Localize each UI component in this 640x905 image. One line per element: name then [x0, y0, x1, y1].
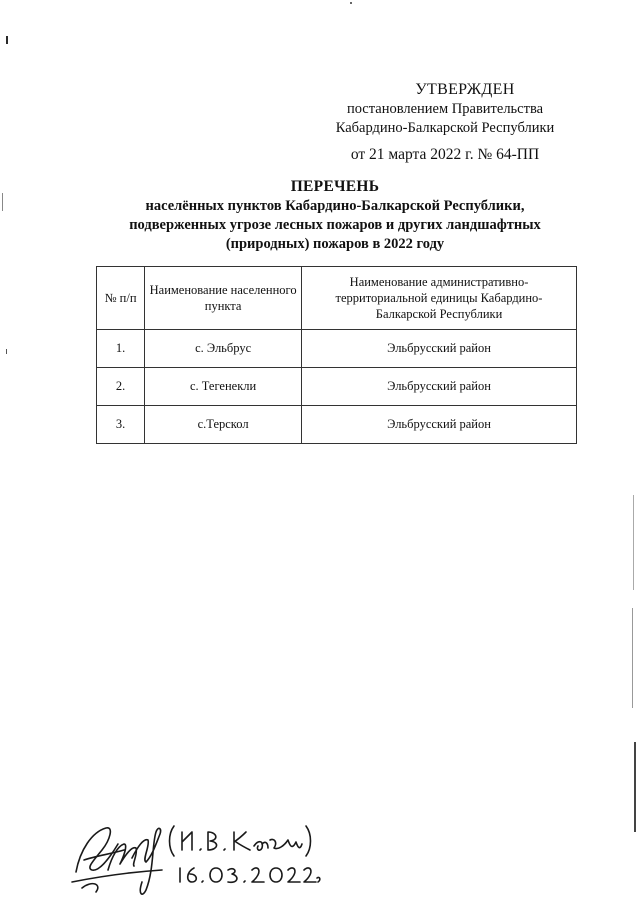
table-row	[97, 368, 577, 406]
title-line-2: подверженных угрозе лесных пожаров и других ландшафтных	[129, 217, 541, 233]
scan-artifact	[6, 349, 7, 354]
scan-artifact	[632, 608, 633, 708]
header-number: № п/п	[97, 267, 145, 330]
cell-admin-unit: Эльбрусский район	[302, 406, 577, 444]
scan-artifact	[634, 742, 636, 832]
cell-number: 3.	[97, 406, 145, 444]
scan-artifact	[2, 193, 3, 211]
cell-admin-unit: Эльбрусский район	[302, 368, 577, 406]
document-title: ПЕРЕЧЕНЬ	[290, 178, 380, 195]
table-row	[97, 406, 577, 444]
scan-artifact	[6, 36, 8, 44]
header-admin-unit: Наименование административно-территориальной единицы Кабардино-Балкарской Республики	[302, 267, 577, 330]
title-line-3: (природных) пожаров в 2022 году	[225, 236, 445, 252]
settlements-table	[96, 266, 577, 444]
approval-line-2: Кабардино-Балкарской Республики	[335, 120, 555, 136]
header-settlement-name: Наименование населенного пункта	[145, 267, 302, 330]
cell-admin-unit: Эльбрусский район	[302, 330, 577, 368]
approval-line-1: постановлением Правительства	[346, 101, 544, 117]
title-line-1: населённых пунктов Кабардино-Балкарской Республики,	[145, 198, 525, 214]
cell-settlement: с. Эльбрус	[145, 330, 302, 368]
handwritten-signature	[62, 810, 322, 900]
approval-date: от 21 марта 2022 г. № 64-ПП	[350, 146, 540, 163]
approval-block	[300, 80, 590, 165]
signature-icon	[62, 810, 322, 900]
cell-number: 2.	[97, 368, 145, 406]
scan-artifact	[633, 495, 634, 590]
document-title-block	[90, 177, 580, 254]
table-row	[97, 330, 577, 368]
scan-artifact	[350, 2, 352, 4]
cell-settlement: с.Терскол	[145, 406, 302, 444]
table-header-row	[97, 267, 577, 330]
cell-settlement: с. Тегенекли	[145, 368, 302, 406]
cell-number: 1.	[97, 330, 145, 368]
approval-heading: УТВЕРЖДЕН	[415, 81, 515, 98]
